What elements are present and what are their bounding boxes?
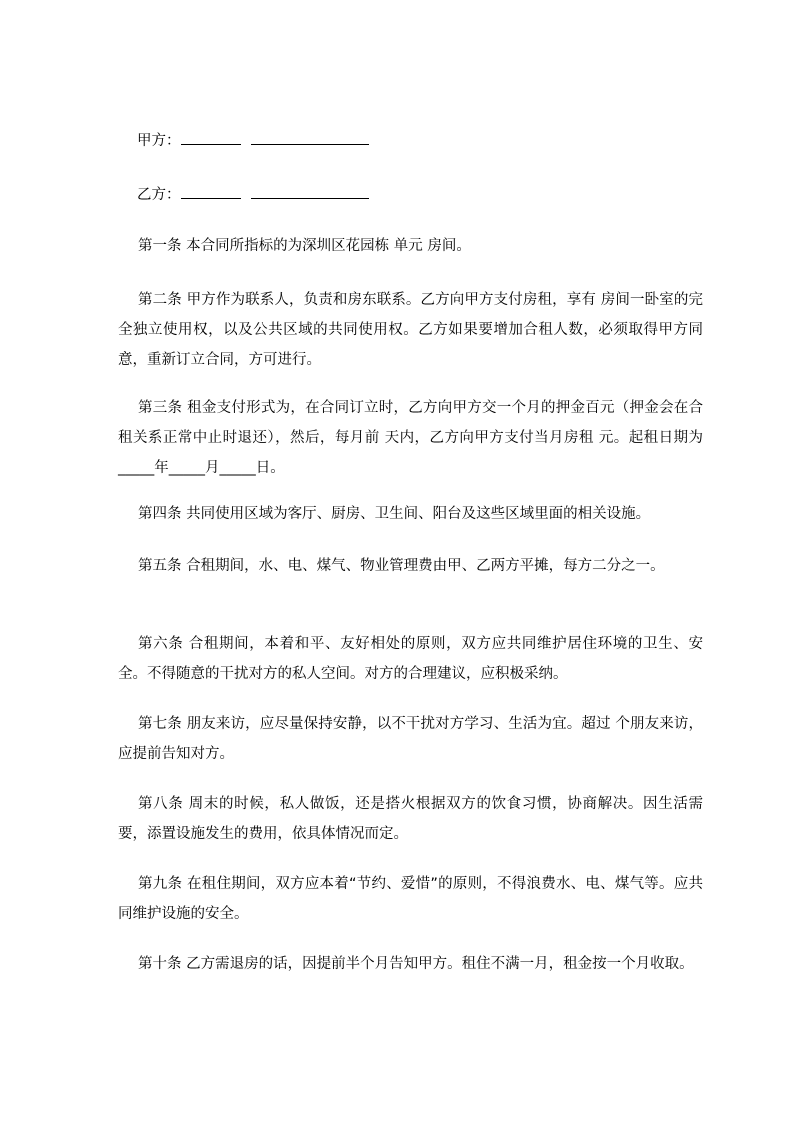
article-9: 第九条 在租住期间，双方应本着“节约、爱惜”的原则，不得浪费水、电、煤气等。应共同维护设施的安全。 — [118, 876, 703, 922]
article-10: 第十条 乙方需退房的话，因提前半个月告知甲方。租住不满一月，租金按一个月收取。 — [138, 956, 694, 972]
party-b-blank-2 — [251, 184, 369, 199]
party-a-blank-2 — [251, 130, 369, 145]
party-b-label: 乙方： — [137, 187, 181, 203]
article-7: 第七条 朋友来访，应尽量保持安静，以不干扰对方学习、生活为宜。超过 个朋友来访，应提前告知对方。 — [118, 716, 703, 762]
article-6: 第六条 合租期间，本着和平、友好相处的原则，双方应共同维护居住环境的卫生、安全。不得随意的干扰对方的私人空间。对方的合理建议，应积极采纳。 — [118, 636, 703, 682]
article-2: 第二条 甲方作为联系人，负责和房东联系。乙方向甲方支付房租，享有 房间一卧室的完全独立使用权，以及公共区域的共同使用权。乙方如果要增加合租人数，必须取得甲方同意，重新订立合同，方可进行。 — [118, 292, 703, 368]
article-1: 第一条 本合同所指标的为深圳区花园栋 单元 房间。 — [138, 238, 471, 254]
party-a-label: 甲方： — [137, 133, 181, 149]
article-3: 第三条 租金支付形式为，在合同订立时，乙方向甲方交一个月的押金百元（押金会在合租关系正常中止时退还），然后，每月前 天内，乙方向甲方支付当月房租 元。起租日期为_____年_____月_____日。 — [118, 400, 703, 476]
article-5: 第五条 合租期间，水、电、煤气、物业管理费由甲、乙两方平摊，每方二分之一。 — [138, 558, 665, 574]
article-4: 第四条 共同使用区域为客厅、厨房、卫生间、阳台及这些区域里面的相关设施。 — [138, 506, 651, 522]
article-8: 第八条 周末的时候，私人做饭，还是搭火根据双方的饮食习惯，协商解决。因生活需要，添置设施发生的费用，依具体情况而定。 — [118, 796, 703, 842]
party-a-blank-1 — [181, 130, 241, 145]
party-b-blank-1 — [181, 184, 241, 199]
party-b-line — [137, 184, 369, 204]
party-a-line — [137, 130, 369, 150]
